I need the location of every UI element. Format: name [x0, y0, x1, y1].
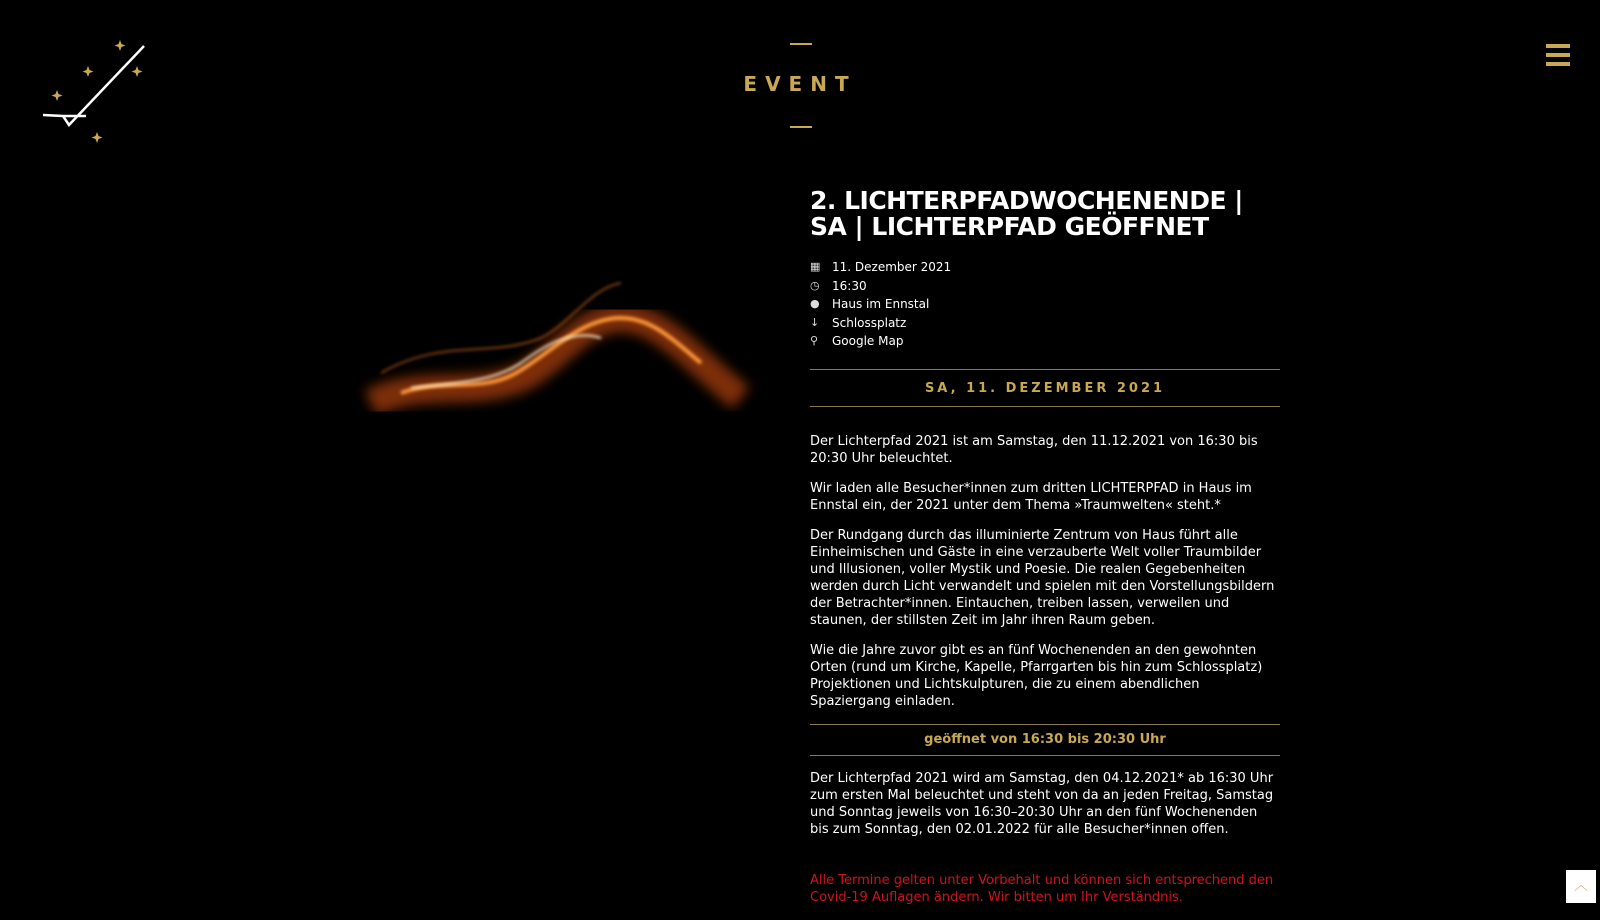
schedule-paragraph: Der Lichterpfad 2021 wird am Samstag, den 04.12.2021* ab 16:30 Uhr zum ersten Mal beleuchtet und steht von da an jeden Freitag, Samstag und Sonntag jeweils von 16:30–20:30 Uhr an den fünf Wochenenden bis zum Sonntag, den 02.01.2022 für alle Besucher*innen offen. — [810, 770, 1274, 837]
chevron-up-icon: ︿ — [1574, 878, 1588, 894]
paragraph: Der Lichterpfad 2021 ist am Samstag, den 11.12.2021 von 16:30 bis 20:30 Uhr beleuchtet. — [810, 433, 1258, 466]
arrow-down-icon: ↓ — [810, 315, 820, 329]
scroll-to-top-button[interactable] — [1566, 870, 1596, 903]
meta-time: ◷ 16:30 — [810, 277, 1280, 296]
map-pin-icon: ⚲ — [810, 334, 819, 347]
hamburger-menu-button[interactable] — [1546, 44, 1570, 71]
meta-location[interactable]: ● Haus im Ennstal — [810, 295, 1280, 314]
opening-hours: geöffnet von 16:30 bis 20:30 Uhr — [810, 724, 1280, 756]
calendar-icon: ▦ — [810, 260, 821, 273]
paragraph: Der Rundgang durch das illuminierte Zentrum von Haus führt alle Einheimischen und Gäste in eine verzauberte Welt voller Traumbilder und Illusionen, voller Mystik und Poesie. Die realen Gegebenheiten werden durch Licht verwandelt und spielen mit den Vorstellungsbildern der Betrachter*innen. Eintauchen, treiben lassen, verweilen und staunen, der stillsten Zeit im Jahr ihren Raum geben. — [810, 527, 1275, 628]
globe-icon: ● — [810, 297, 820, 310]
page-title: EVENT — [743, 72, 857, 96]
paragraph: Wir laden alle Besucher*innen zum dritten LICHTERPFAD in Haus im Ennstal ein, der 2021 unter dem Thema »Traumwelten« steht.* — [810, 480, 1252, 513]
event-title: 2. LICHTERPFADWOCHENENDE | SA | LICHTERPFAD GEÖFFNET — [810, 186, 1243, 241]
divider — [790, 126, 812, 128]
star-icon — [92, 132, 103, 143]
meta-date: ▦ 11. Dezember 2021 — [810, 258, 1280, 277]
date-heading: SA, 11. DEZEMBER 2021 — [810, 369, 1280, 407]
covid-notice: Alle Termine gelten unter Vorbehalt und können sich entsprechend den Covid-19 Auflagen ändern. Wir bitten um Ihr Verständnis. — [810, 872, 1274, 905]
clock-icon: ◷ — [810, 278, 820, 292]
divider — [790, 43, 812, 45]
paragraph: Wie die Jahre zuvor gibt es an fünf Wochenenden an den gewohnten Orten (rund um Kirche, Kapelle, Pfarrgarten bis hin zum Schlossplatz) Projektionen und Lichtskulpturen, die zu einem abendlichen Spaziergang einladen. — [810, 642, 1263, 709]
event-image — [321, 188, 766, 485]
star-icon — [115, 40, 126, 51]
google-map-link[interactable]: ⚲ Google Map — [810, 332, 1280, 351]
event-meta — [810, 258, 1280, 351]
meta-venue: ↓ Schlossplatz — [810, 314, 1280, 333]
